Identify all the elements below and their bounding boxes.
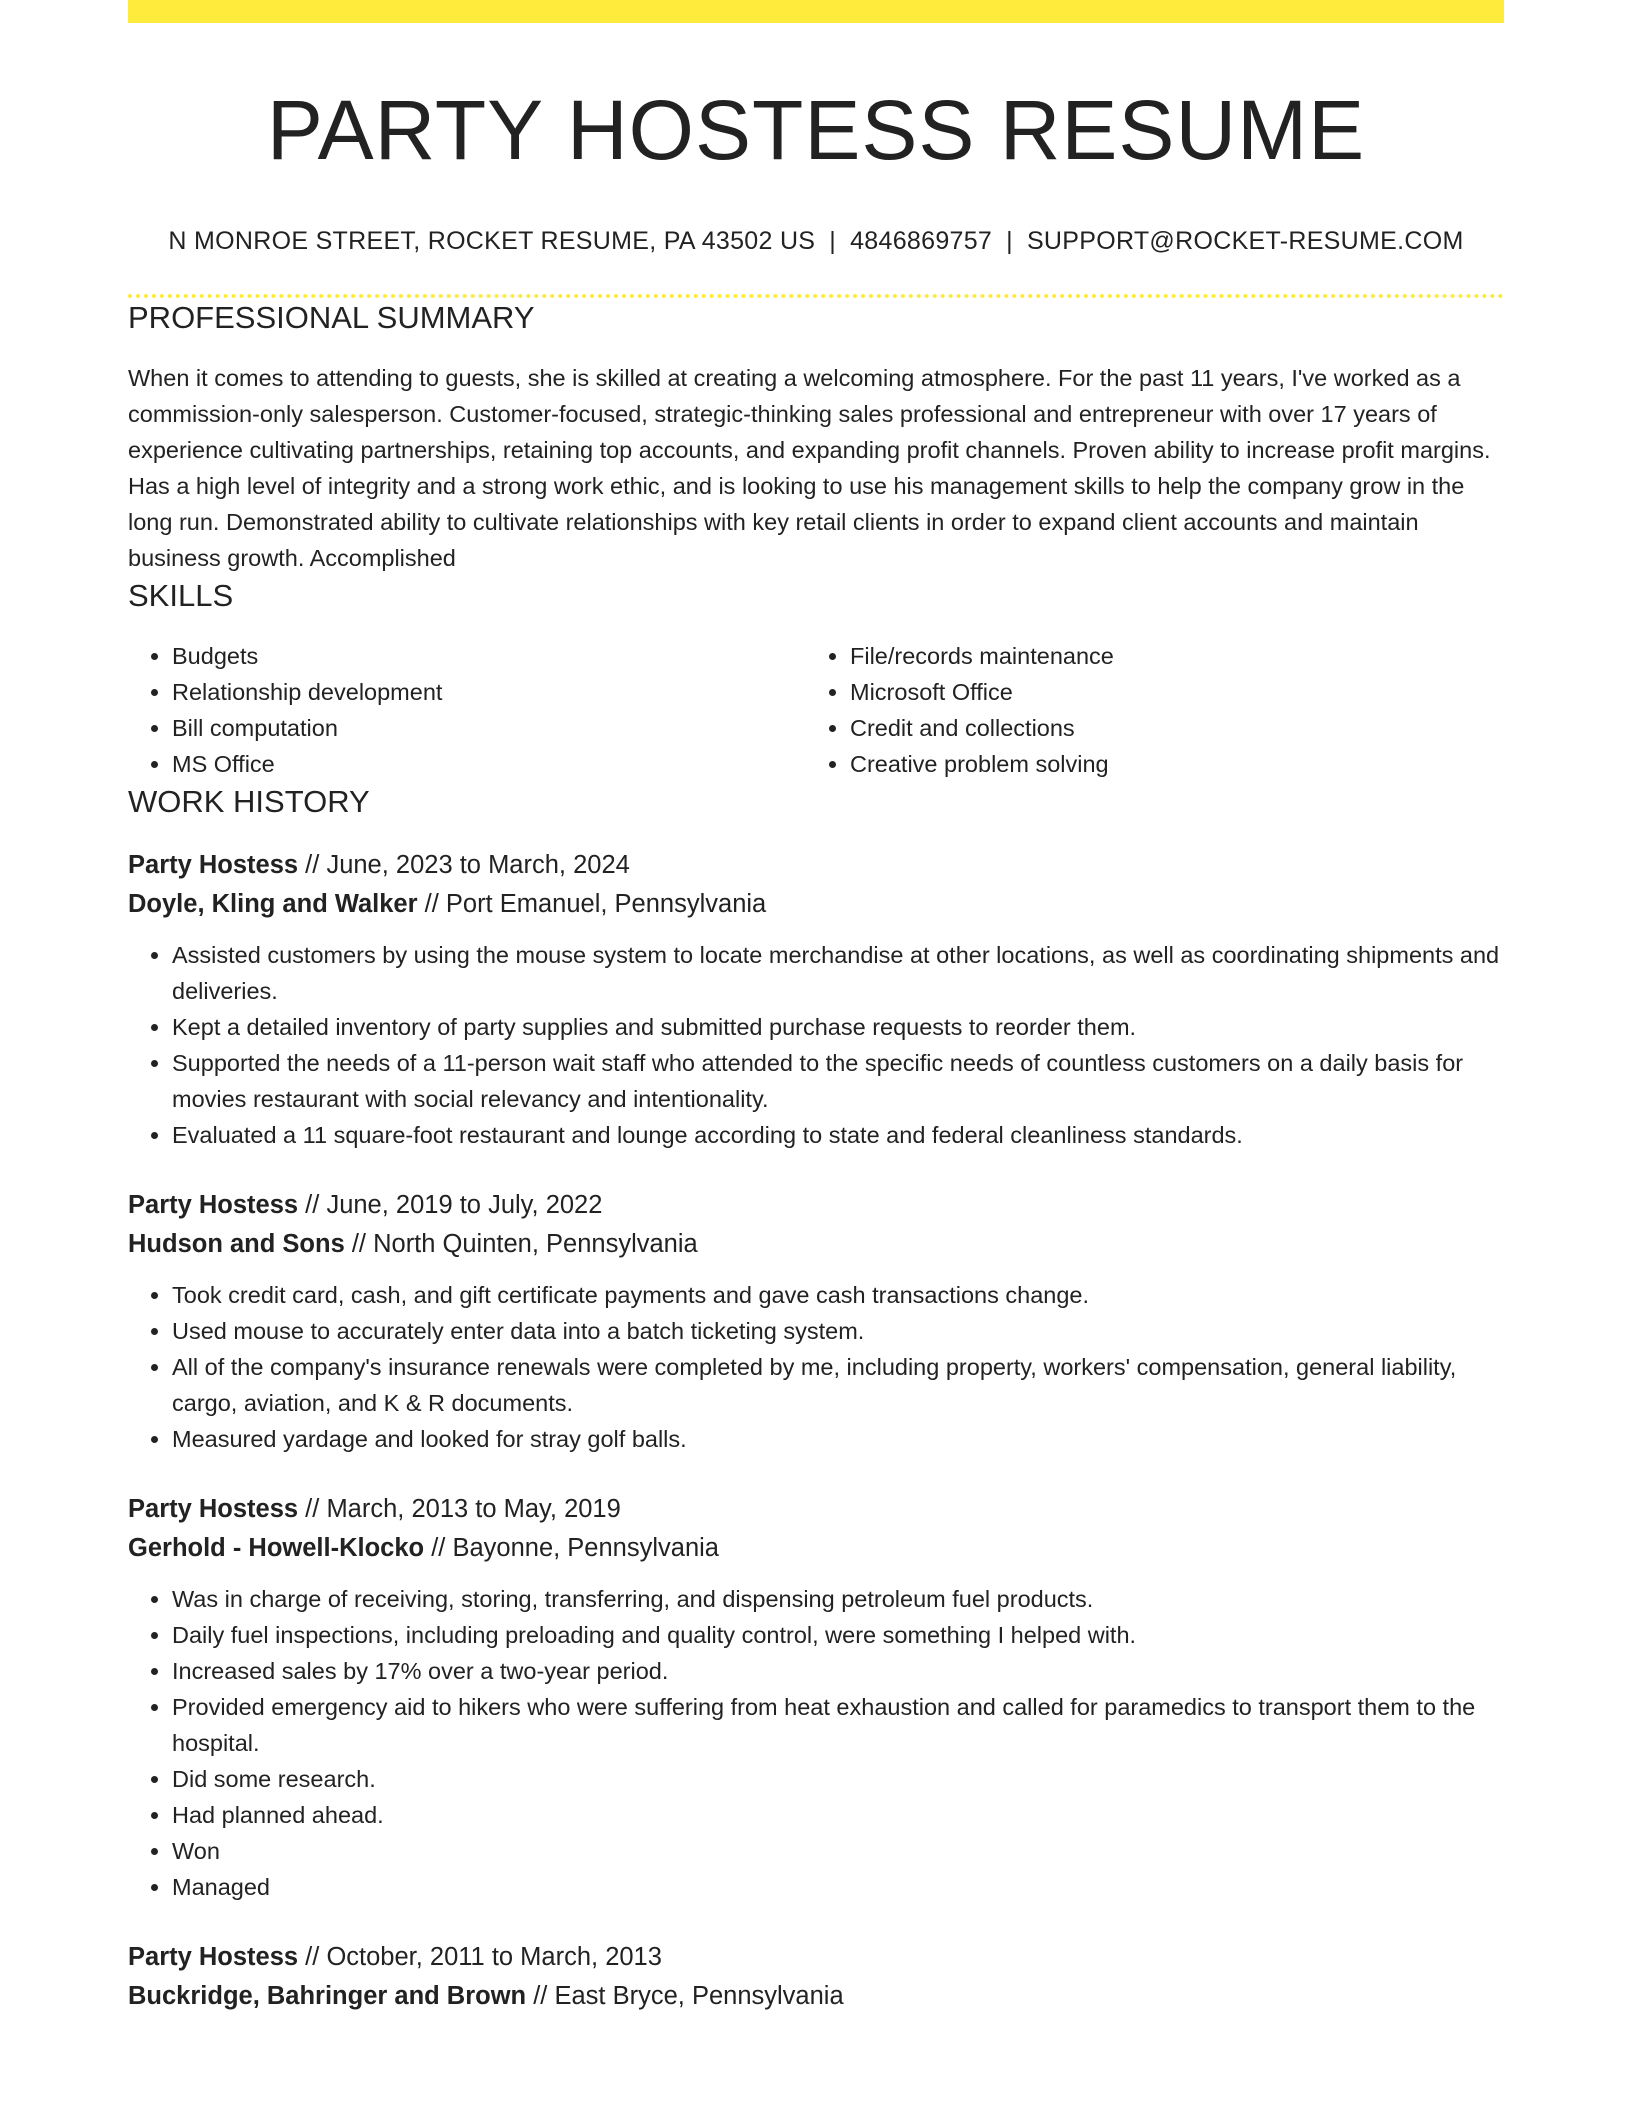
job-company-line [128,885,1504,924]
skill-item: • File/records maintenance [850,638,1484,674]
job-bullets [128,1277,1504,1457]
job-company-line [128,1977,1504,2016]
job-entry [128,1186,1504,1457]
job-separator: // [298,1943,327,1971]
job-bullet: • Measured yardage and looked for stray golf balls. [172,1421,1504,1457]
job-location: North Quinten, Pennsylvania [373,1230,698,1258]
job-bullet: • Daily fuel inspections, including preloading and quality control, were something I helped with. [172,1617,1504,1653]
skill-item: • Relationship development [172,674,806,710]
job-bullet: • Did some research. [172,1761,1504,1797]
job-title-line [128,1490,1504,1529]
skill-item: • Creative problem solving [850,746,1484,782]
job-dates: March, 2013 to May, 2019 [326,1495,621,1523]
work-history-heading: WORK HISTORY [128,784,370,819]
job-bullet: • Won [172,1833,1504,1869]
job-company: Hudson and Sons [128,1230,345,1258]
job-entry [128,846,1504,1153]
contact-separator: | [829,227,837,255]
contact-address: N MONROE STREET, ROCKET RESUME, PA 43502 US [168,227,816,255]
job-bullet: • All of the company's insurance renewals were completed by me, including property, workers' compensation, general liability, cargo, aviation, and K & R documents. [172,1349,1504,1421]
job-bullet: • Provided emergency aid to hikers who were suffering from heat exhaustion and called for paramedics to transport them to the hospital. [172,1689,1504,1761]
skill-item: • Budgets [172,638,806,674]
job-title-line [128,1186,1504,1225]
job-company: Buckridge, Bahringer and Brown [128,1982,527,2010]
summary-text: When it comes to attending to guests, she is skilled at creating a welcoming atmosphere. For the past 11 years, I've worked as a commission-only salesperson. Customer-focused, strategic-thinking sales professional and entrepreneur with over 17 years of experience cultivating partnerships, retaining top accounts, and expanding profit channels. Proven ability to increase profit margins. Has a high level of integrity and a strong work ethic, and is looking to use his management skills to help the company grow in the long run. Demonstrated ability to cultivate relationships with key retail clients in order to expand client accounts and maintain business growth. Accomplished [128,365,1491,571]
contact-line [128,224,1504,258]
job-title-line [128,1938,1504,1977]
skills-column-right [806,638,1484,782]
job-bullet: • Was in charge of receiving, storing, transferring, and dispensing petroleum fuel products. [172,1581,1504,1617]
job-title-line [128,846,1504,885]
job-company: Gerhold - Howell-Klocko [128,1534,425,1562]
skills-heading: SKILLS [128,578,234,613]
job-bullet: • Used mouse to accurately enter data into a batch ticketing system. [172,1313,1504,1349]
job-title: Party Hostess [128,851,299,879]
job-dates: June, 2019 to July, 2022 [326,1191,603,1219]
job-separator: // [344,1230,374,1258]
job-bullets [128,1581,1504,1905]
job-company-line [128,1225,1504,1264]
job-bullet: • Took credit card, cash, and gift certificate payments and gave cash transactions change. [172,1277,1504,1313]
skill-item: • Credit and collections [850,710,1484,746]
contact-phone: 4846869757 [850,227,993,255]
job-separator: // [298,1495,327,1523]
job-dates: June, 2023 to March, 2024 [326,851,630,879]
summary-heading: PROFESSIONAL SUMMARY [128,300,535,335]
job-bullet: • Managed [172,1869,1504,1905]
job-bullet: • Kept a detailed inventory of party supplies and submitted purchase requests to reorder them. [172,1009,1504,1045]
job-dates: October, 2011 to March, 2013 [326,1943,662,1971]
job-entry [128,1490,1504,1905]
job-separator: // [417,890,446,918]
skills-column-left [128,638,806,782]
skill-item: • MS Office [172,746,806,782]
contact-separator: | [1006,227,1013,255]
job-title: Party Hostess [128,1191,299,1219]
job-company: Doyle, Kling and Walker [128,890,418,918]
job-title: Party Hostess [128,1943,299,1971]
job-separator: // [526,1982,555,2010]
job-separator: // [424,1534,453,1562]
job-bullet: • Had planned ahead. [172,1797,1504,1833]
job-title: Party Hostess [128,1495,299,1523]
job-bullet: • Assisted customers by using the mouse system to locate merchandise at other locations, as well as coordinating shipments and deliveries. [172,937,1504,1009]
skill-item: • Microsoft Office [850,674,1484,710]
job-location: Bayonne, Pennsylvania [452,1534,719,1562]
job-bullets [128,937,1504,1153]
resume-content [128,0,1504,2016]
job-location: Port Emanuel, Pennsylvania [445,890,767,918]
job-bullet: • Evaluated a 11 square-foot restaurant and lounge according to state and federal cleanliness standards. [172,1117,1504,1153]
page-title: PARTY HOSTESS RESUME [266,83,1366,177]
job-separator: // [298,1191,327,1219]
skills-list [128,638,1504,782]
job-bullet: • Supported the needs of a 11-person wait staff who attended to the specific needs of countless customers on a daily basis for movies restaurant with social relevancy and intentionality. [172,1045,1504,1117]
job-separator: // [298,851,327,879]
skill-item: • Bill computation [172,710,806,746]
job-company-line [128,1529,1504,1568]
contact-email: SUPPORT@ROCKET-RESUME.COM [1026,227,1464,255]
job-location: East Bryce, Pennsylvania [554,1982,844,2010]
job-entry [128,1938,1504,2016]
job-bullet: • Increased sales by 17% over a two-year period. [172,1653,1504,1689]
